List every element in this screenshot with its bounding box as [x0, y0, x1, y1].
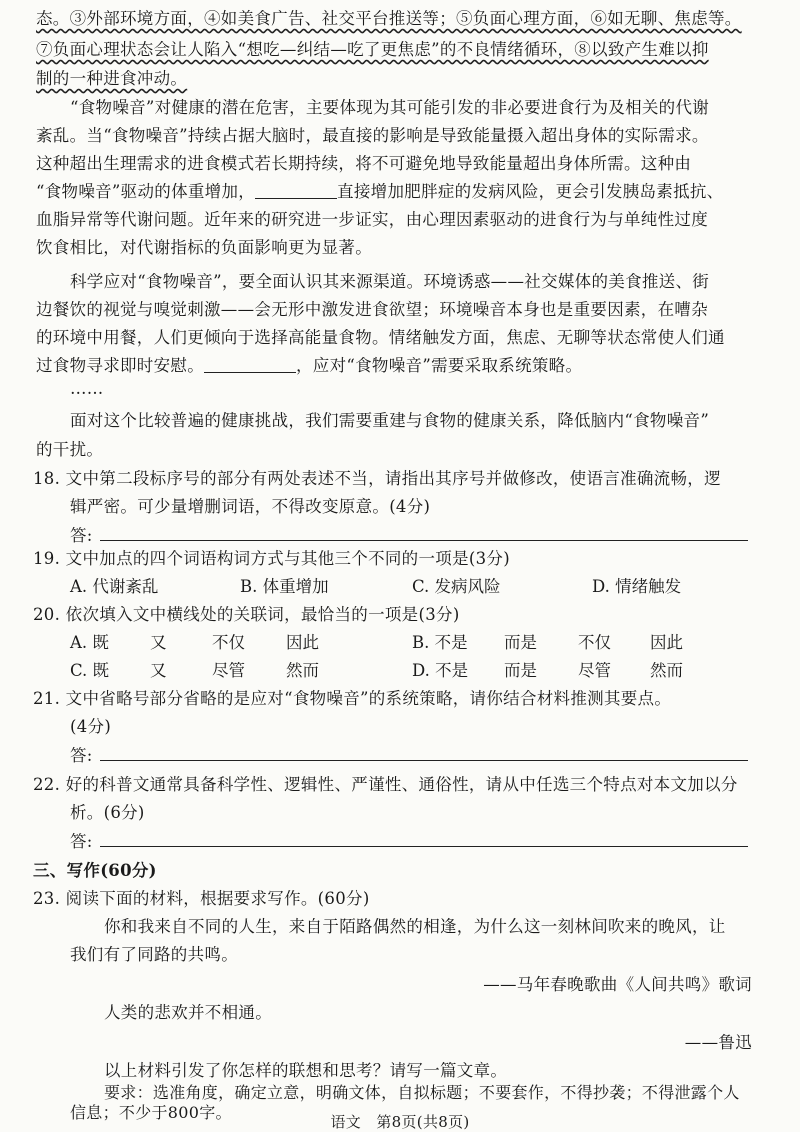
- option-a-word: 因此: [286, 633, 319, 652]
- material-line: 人类的悲欢并不相通。: [104, 1003, 272, 1022]
- option-b-word: 因此: [650, 633, 683, 652]
- option-b[interactable]: B. 体重增加: [240, 577, 329, 596]
- passage-line: 的干扰。: [36, 440, 104, 459]
- option-a-word: 不仅: [212, 633, 245, 652]
- answer-label: 答:: [70, 746, 93, 765]
- question-22: 22. 好的科普文通常具备科学性、逻辑性、严谨性、通俗性，请从中任选三个特点对本文加以分: [33, 775, 738, 794]
- passage-line: “食物噪音”对健康的潜在危害，主要体现为其可能引发的非必要进食行为及相关的代谢: [70, 98, 710, 117]
- option-a[interactable]: A. 代谢紊乱: [70, 577, 159, 596]
- answer-line[interactable]: [100, 760, 748, 761]
- passage-line: ⑦负面心理状态会让人陷入“想吃—纠结—吃了更焦虑”的不良情绪循环，⑧以致产生难以抑: [36, 40, 709, 59]
- option-a-word[interactable]: A. 既: [70, 633, 109, 652]
- option-c[interactable]: C. 发病风险: [412, 577, 501, 596]
- option-d[interactable]: D. 情绪触发: [592, 577, 682, 596]
- answer-label: 答:: [70, 526, 93, 545]
- passage-line: 紊乱。当“食物噪音”持续占据大脑时，最直接的影响是导致能量摄入超出身体的实际需求。: [36, 126, 709, 145]
- option-d-word: 然而: [650, 661, 683, 680]
- material-line: 我们有了同路的共鸣。: [70, 945, 238, 964]
- passage-text: ，应对“食物噪音”需要采取系统策略。: [296, 356, 583, 375]
- question-20: 20. 依次填入文中横线处的关联词，最恰当的一项是(3分): [33, 605, 460, 624]
- material-source: ——鲁迅: [684, 1033, 752, 1052]
- passage-line: 这种超出生理需求的进食模式若长期持续，将不可避免地导致能量超出身体所需。这种由: [36, 154, 692, 173]
- passage-text: “食物噪音”驱动的体重增加，: [36, 182, 256, 201]
- writing-requirements-cont: 信息；不少于800字。: [70, 1103, 232, 1122]
- fill-blank[interactable]: [255, 180, 337, 199]
- question-19: 19. 文中加点的四个词语构词方式与其他三个不同的一项是(3分): [33, 549, 510, 568]
- question-21: 21. 文中省略号部分省略的是应对“食物噪音”的系统策略，请你结合材料推测其要点。: [33, 689, 672, 708]
- question-21-cont: (4分): [70, 717, 112, 736]
- section-heading: 三、写作(60分): [33, 861, 157, 880]
- passage-line: 态。③外部环境方面，④如美食广告、社交平台推送等；⑤负面心理方面，⑥如无聊、焦虑等。: [36, 9, 742, 28]
- passage-line: 边餐饮的视觉与嗅觉刺激——会无形中激发进食欲望；环境噪音本身也是重要因素，在嘈杂: [36, 300, 708, 319]
- option-c-word: 然而: [286, 661, 319, 680]
- passage-line: [36, 353, 764, 378]
- option-c-word: 尽管: [212, 661, 245, 680]
- passage-line: [36, 179, 764, 204]
- fill-blank[interactable]: [204, 354, 296, 373]
- passage-line: 科学应对“食物噪音”，要全面认识其来源渠道。环境诱惑——社交媒体的美食推送、街: [70, 272, 710, 291]
- passage-line: 制的一种进食冲动。: [36, 69, 188, 88]
- option-b-word: 不仅: [578, 633, 611, 652]
- answer-line[interactable]: [100, 540, 748, 541]
- option-a-word: 又: [150, 633, 167, 652]
- writing-requirements: 要求：选准角度，确定立意，明确文体，自拟标题；不要套作，不得抄袭；不得泄露个人: [104, 1083, 740, 1102]
- option-b-word: 而是: [504, 633, 537, 652]
- material-source: ——马年春晚歌曲《人间共鸣》歌词: [483, 975, 752, 994]
- writing-prompt: 以上材料引发了你怎样的联想和思考？请写一篇文章。: [104, 1061, 508, 1080]
- option-b-word[interactable]: B. 不是: [412, 633, 468, 652]
- passage-line: 饮食相比，对代谢指标的负面影响更为显著。: [36, 238, 372, 257]
- ellipsis: ……: [70, 379, 104, 398]
- question-23: 23. 阅读下面的材料，根据要求写作。(60分): [33, 889, 370, 908]
- passage-line: 面对这个比较普遍的健康挑战，我们需要重建与食物的健康关系，降低脑内“食物噪音”: [70, 411, 710, 430]
- question-18: 18. 文中第二段标序号的部分有两处表述不当，请指出其序号并做修改，使语言准确流畅，逻: [33, 469, 721, 488]
- option-c-word: 又: [150, 661, 167, 680]
- question-18-cont: 辑严密。可少量增删词语，不得改变原意。(4分): [70, 497, 431, 516]
- page-footer: 语文 第8页(共8页): [330, 1113, 470, 1131]
- passage-text: 过食物寻求即时安慰。: [36, 356, 204, 375]
- option-d-word: 尽管: [578, 661, 611, 680]
- answer-line[interactable]: [100, 846, 748, 847]
- option-c-word[interactable]: C. 既: [70, 661, 110, 680]
- question-22-cont: 析。(6分): [70, 803, 145, 822]
- material-line: 你和我来自不同的人生，来自于陌路偶然的相逢，为什么这一刻林间吹来的晚风，让: [104, 917, 726, 936]
- option-d-word[interactable]: D. 不是: [412, 661, 469, 680]
- option-d-word: 而是: [504, 661, 537, 680]
- passage-line: 的环境中用餐，人们更倾向于选择高能量食物。情绪触发方面，焦虑、无聊等状态常使人们通: [36, 328, 725, 347]
- answer-label: 答:: [70, 832, 93, 851]
- passage-text: 直接增加肥胖症的发病风险，更会引发胰岛素抵抗、: [337, 182, 724, 201]
- passage-line: 血脂异常等代谢问题。近年来的研究进一步证实，由心理因素驱动的进食行为与单纯性过度: [36, 210, 708, 229]
